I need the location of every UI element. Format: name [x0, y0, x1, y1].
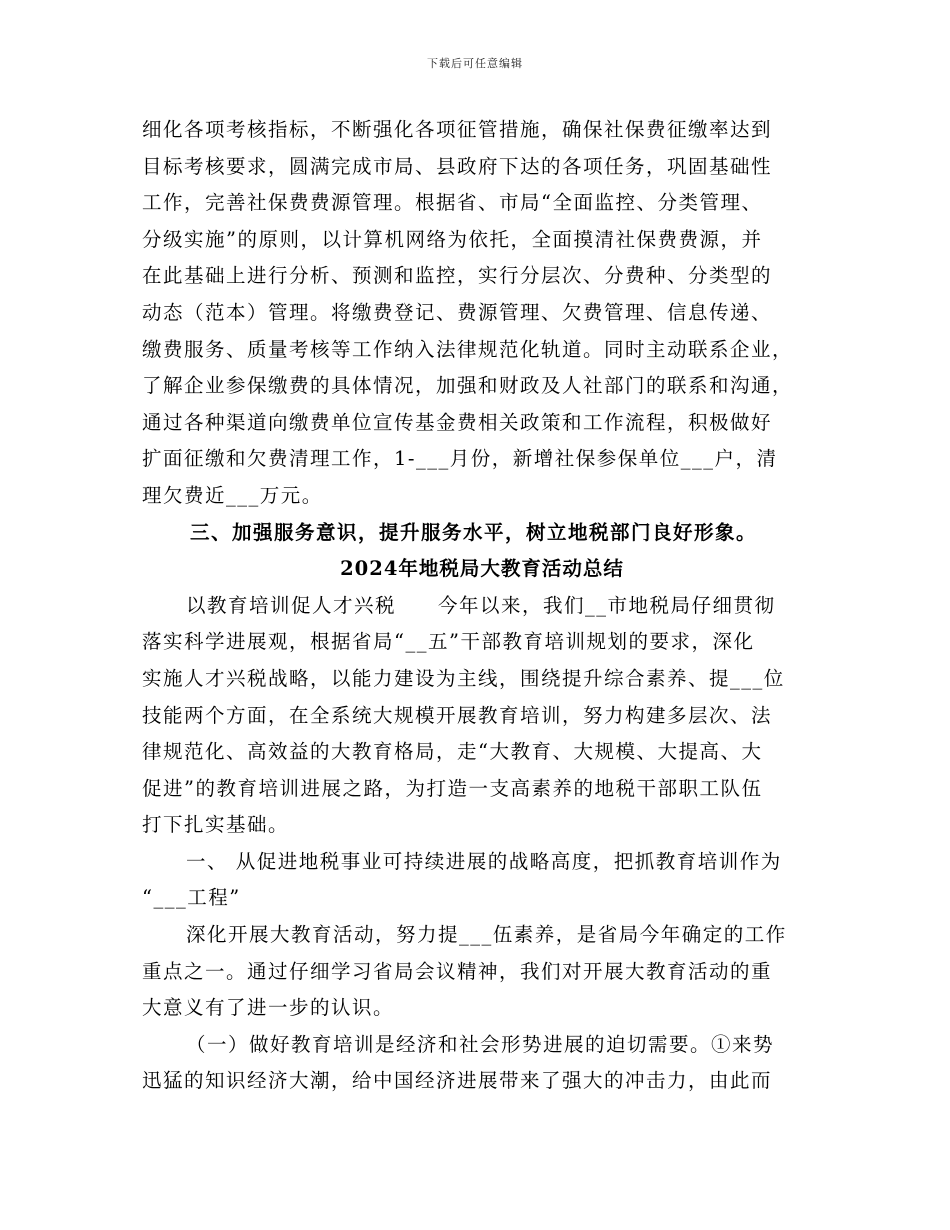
text-line: 以教育培训促人才兴税 今年以来，我们__市地税局仔细贯彻: [186, 593, 776, 617]
document-title: 2024年地税局大教育活动总结: [340, 557, 624, 581]
text-line: 打下扎实基础。: [142, 813, 290, 837]
text-line: 缴费服务、质量考核等工作纳入法律规范化轨道。同时主动联系企业，: [142, 337, 794, 361]
text-line: （一）做好教育培训是经济和社会形势进展的迫切需要。①来势: [186, 1032, 775, 1056]
text-line: 动态（范本）管理。将缴费登记、费源管理、欠费管理、信息传递、: [142, 300, 773, 324]
text-line: “___工程”: [142, 886, 241, 910]
document-body: [142, 112, 822, 1100]
text-line: 分级实施”的原则，以计算机网络为依托，全面摸清社保费费源，并: [142, 227, 763, 251]
text-line: 通过各种渠道向缴费单位宣传基金费相关政策和工作流程，积极做好: [142, 410, 773, 434]
text-line: 重点之一。通过仔细学习省局会议精神，我们对开展大教育活动的重: [142, 959, 773, 983]
text-line: 技能两个方面，在全系统大规模开展教育培训，努力构建多层次、法: [142, 703, 773, 727]
section-heading: 三、加强服务意识，提升服务水平，树立地税部门良好形象。: [190, 520, 758, 544]
text-line: 深化开展大教育活动，努力提___伍素养，是省局今年确定的工作: [186, 923, 787, 947]
text-line: 落实科学进展观，根据省局“__五”干部教育培训规划的要求，深化: [142, 630, 755, 654]
text-line: 大意义有了进一步的认识。: [142, 996, 395, 1020]
text-line: 律规范化、高效益的大教育格局，走“大教育、大规模、大提高、大: [142, 740, 763, 764]
text-line: 促进”的教育培训进展之路，为打造一支高素养的地税干部职工队伍: [142, 776, 763, 800]
text-line: 目标考核要求，圆满完成市局、县政府下达的各项任务，巩固基础性: [142, 154, 773, 178]
text-line: 在此基础上进行分析、预测和监控，实行分层次、分费种、分类型的: [142, 264, 773, 288]
text-line: 扩面征缴和欠费清理工作，1-___月份，新增社保参保单位___户，清: [142, 447, 778, 471]
text-line: 迅猛的知识经济大潮，给中国经济进展带来了强大的冲击力，由此而: [142, 1069, 773, 1093]
text-line: 工作，完善社保费费源管理。根据省、市局“全面监控、分类管理、: [142, 191, 763, 215]
page-header: 下载后可任意编辑: [427, 57, 523, 70]
text-line: 了解企业参保缴费的具体情况，加强和财政及人社部门的联系和沟通，: [142, 374, 794, 398]
subheading: 一、 从促进地税事业可持续进展的战略高度，把抓教育培训作为: [186, 849, 782, 873]
text-line: 理欠费近___万元。: [142, 483, 323, 507]
text-line: 实施人才兴税战略，以能力建设为主线，围绕提升综合素养、提___位: [142, 666, 785, 690]
text-line: 细化各项考核指标，不断强化各项征管措施，确保社保费征缴率达到: [142, 118, 773, 141]
